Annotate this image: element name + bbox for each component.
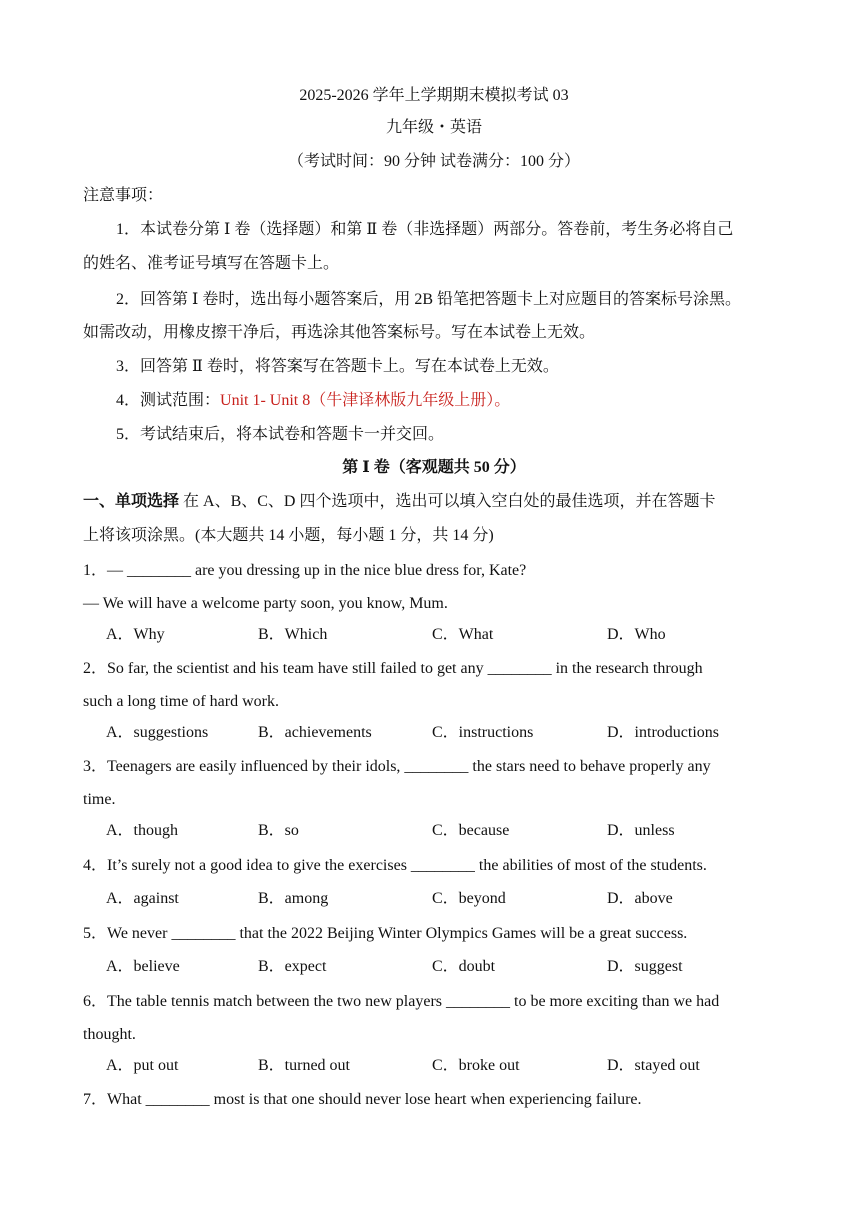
note-1-cont: 的姓名、准考证号填写在答题卡上。 bbox=[83, 255, 340, 272]
option-b: B．achievements bbox=[258, 724, 372, 741]
part1-heading-rest: 在 A、B、C、D 四个选项中，选出可以填入空白处的最佳选项，并在答题卡 bbox=[179, 493, 716, 510]
question-stem: 3．Teenagers are easily influenced by their idols, ________ the stars need to behave properly any bbox=[83, 758, 711, 775]
option-a: A．against bbox=[106, 890, 179, 907]
question-stem-cont: thought. bbox=[83, 1026, 136, 1043]
section-title: 第 Ⅰ 卷（客观题共 50 分） bbox=[342, 459, 526, 476]
option-c: C．because bbox=[432, 822, 510, 839]
option-c: C．beyond bbox=[432, 890, 506, 907]
option-b: B．Which bbox=[258, 626, 328, 643]
question-stem: 2．So far, the scientist and his team have still failed to get any ________ in the research through bbox=[83, 660, 703, 677]
note-1: 1．本试卷分第 Ⅰ 卷（选择题）和第 Ⅱ 卷（非选择题）两部分。答卷前，考生务必将自己 bbox=[116, 221, 734, 238]
option-c: C．broke out bbox=[432, 1057, 520, 1074]
note-2: 2．回答第 Ⅰ 卷时，选出每小题答案后，用 2B 铅笔把答题卡上对应题目的答案标号涂黑。 bbox=[116, 291, 741, 308]
option-b: B．turned out bbox=[258, 1057, 350, 1074]
option-d: D．stayed out bbox=[607, 1057, 700, 1074]
exam-meta: （考试时间：90 分钟 试卷满分：100 分） bbox=[287, 153, 580, 170]
part1-heading bbox=[83, 492, 715, 512]
option-d: D．above bbox=[607, 890, 673, 907]
option-d: D．suggest bbox=[607, 958, 683, 975]
option-a: A．Why bbox=[106, 626, 165, 643]
option-d: D．introductions bbox=[607, 724, 719, 741]
option-c: C．What bbox=[432, 626, 494, 643]
question-stem: 4．It’s surely not a good idea to give the exercises ________ the abilities of most of the students. bbox=[83, 857, 707, 874]
note-3: 3．回答第 Ⅱ 卷时，将答案写在答题卡上。写在本试卷上无效。 bbox=[116, 358, 559, 375]
note-2-cont: 如需改动，用橡皮擦干净后，再选涂其他答案标号。写在本试卷上无效。 bbox=[83, 324, 596, 341]
note-4 bbox=[116, 391, 510, 411]
option-a: A．though bbox=[106, 822, 179, 839]
question-stem: 1．— ________ are you dressing up in the nice blue dress for, Kate? bbox=[83, 562, 527, 579]
notes-label: 注意事项： bbox=[83, 187, 164, 204]
option-b: B．so bbox=[258, 822, 299, 839]
question-stem-cont: time. bbox=[83, 791, 116, 808]
part1-heading-cont: 上将该项涂黑。(本大题共 14 小题，每小题 1 分，共 14 分) bbox=[83, 527, 494, 544]
option-a: A．believe bbox=[106, 958, 180, 975]
question-stem-cont: such a long time of hard work. bbox=[83, 693, 279, 710]
option-c: C．doubt bbox=[432, 958, 496, 975]
exam-subtitle: 九年级・英语 bbox=[385, 119, 482, 136]
note-4-scope: Unit 1- Unit 8（牛津译林版九年级上册）。 bbox=[220, 392, 511, 409]
option-b: B．among bbox=[258, 890, 329, 907]
exam-title: 2025-2026 学年上学期期末模拟考试 03 bbox=[299, 87, 569, 104]
question-stem: 5．We never ________ that the 2022 Beijing Winter Olympics Games will be a great success. bbox=[83, 925, 688, 942]
option-c: C．instructions bbox=[432, 724, 534, 741]
question-stem-cont: — We will have a welcome party soon, you know, Mum. bbox=[83, 595, 448, 612]
note-4-prefix: 4．测试范围： bbox=[116, 392, 221, 409]
option-d: D．Who bbox=[607, 626, 666, 643]
option-b: B．expect bbox=[258, 958, 327, 975]
question-stem: 7．What ________ most is that one should never lose heart when experiencing failure. bbox=[83, 1091, 642, 1108]
note-5: 5．考试结束后，将本试卷和答题卡一并交回。 bbox=[116, 426, 445, 443]
option-d: D．unless bbox=[607, 822, 675, 839]
part1-heading-bold: 一、单项选择 bbox=[83, 493, 180, 510]
option-a: A．put out bbox=[106, 1057, 179, 1074]
question-stem: 6．The table tennis match between the two new players ________ to be more exciting than we had bbox=[83, 993, 720, 1010]
option-a: A．suggestions bbox=[106, 724, 209, 741]
